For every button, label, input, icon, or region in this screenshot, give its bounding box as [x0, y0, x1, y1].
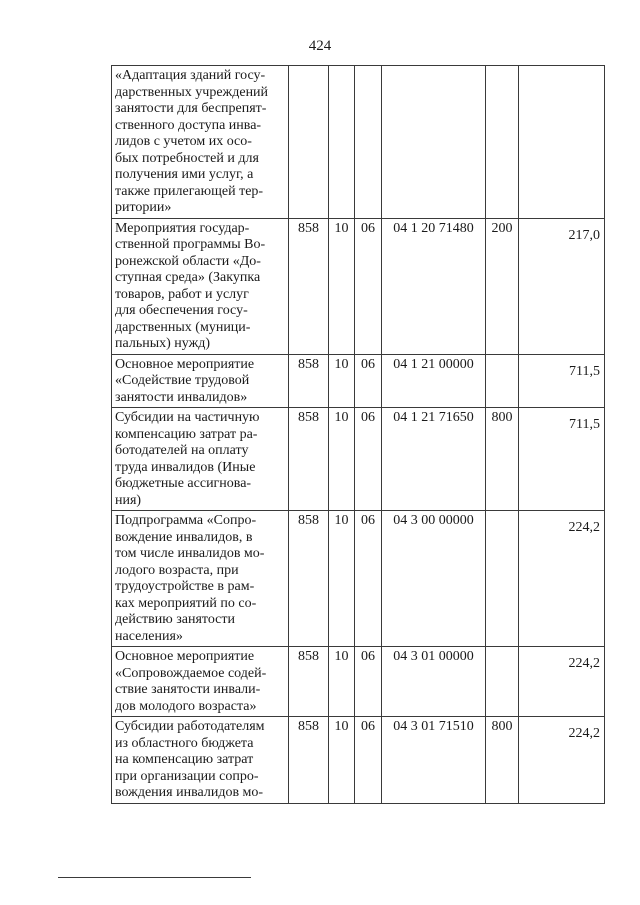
- budget-table: [111, 65, 605, 804]
- section-code-cell: 10: [329, 218, 355, 354]
- item-name-line: Основное мероприятие: [115, 356, 255, 372]
- expense-type-cell: [486, 647, 519, 717]
- item-name-line: бых потребностей и для: [115, 150, 259, 166]
- section-code-cell: 10: [329, 511, 355, 647]
- item-name-line: «Сопровождаемое содей-: [115, 665, 267, 681]
- item-name-line: труда инвалидов (Иные: [115, 459, 256, 475]
- ministry-code-cell: 858: [289, 717, 329, 804]
- item-name-line: ритории»: [115, 200, 172, 215]
- item-name-line: ронежской области «До-: [115, 253, 261, 269]
- subsection-code-cell: 06: [355, 717, 382, 804]
- subsection-code-cell: [355, 66, 382, 219]
- amount-cell: 217,0: [519, 218, 605, 354]
- footnote-rule: [58, 877, 251, 878]
- item-name-line: Мероприятия государ-: [115, 220, 250, 236]
- item-name-line: ствие занятости инвали-: [115, 682, 261, 697]
- item-name-line: товаров, работ и услуг: [115, 286, 249, 302]
- ministry-code-cell: 858: [289, 647, 329, 717]
- item-name-line: при организации сопро-: [115, 768, 259, 784]
- item-name-line: ках мероприятий по со-: [115, 595, 257, 611]
- expense-type-cell: [486, 66, 519, 219]
- ministry-code-cell: [289, 66, 329, 219]
- item-name-line: также прилегающей тер-: [115, 183, 264, 199]
- item-name-line: для обеспечения госу-: [115, 303, 248, 318]
- item-name-line: населения»: [115, 628, 183, 644]
- expense-type-cell: 200: [486, 218, 519, 354]
- item-name-cell: [112, 218, 289, 354]
- expense-type-cell: 800: [486, 408, 519, 511]
- item-name-line: том числе инвалидов мо-: [115, 546, 265, 561]
- item-name-line: лидов с учетом их осо-: [115, 134, 252, 149]
- ministry-code-cell: 858: [289, 354, 329, 408]
- item-name-line: действию занятости: [115, 612, 236, 627]
- item-name-line: Подпрограмма «Сопро-: [115, 513, 257, 528]
- table-row: [112, 66, 605, 219]
- section-code-cell: 10: [329, 408, 355, 511]
- subsection-code-cell: 06: [355, 647, 382, 717]
- item-name-cell: [112, 647, 289, 717]
- amount-cell: 224,2: [519, 717, 605, 804]
- amount-cell: 224,2: [519, 647, 605, 717]
- subsection-code-cell: 06: [355, 354, 382, 408]
- item-name-line: дов молодого возраста»: [115, 698, 257, 714]
- item-name-line: дарственных (муници-: [115, 319, 251, 335]
- subsection-code-cell: 06: [355, 511, 382, 647]
- target-article-cell: 04 3 01 00000: [382, 647, 486, 717]
- item-name-line: занятости для беспрепят-: [115, 101, 267, 116]
- item-name-cell: [112, 717, 289, 804]
- item-name-line: ственного доступа инва-: [115, 117, 262, 133]
- target-article-cell: [382, 66, 486, 219]
- ministry-code-cell: 858: [289, 408, 329, 511]
- amount-cell: [519, 66, 605, 219]
- item-name-line: компенсацию затрат ра-: [115, 426, 258, 442]
- amount-cell: 224,2: [519, 511, 605, 647]
- item-name-line: Основное мероприятие: [115, 649, 255, 664]
- item-name-line: дарственных учреждений: [115, 84, 269, 100]
- expense-type-cell: [486, 511, 519, 647]
- item-name-line: вождения инвалидов мо-: [115, 785, 264, 800]
- item-name-line: «Адаптация зданий госу-: [115, 68, 266, 83]
- target-article-cell: 04 1 20 71480: [382, 218, 486, 354]
- table-row: [112, 218, 605, 354]
- item-name-line: трудоустройстве в рам-: [115, 579, 255, 594]
- table-body: [112, 66, 605, 804]
- page-number: 424: [308, 38, 332, 54]
- section-code-cell: 10: [329, 647, 355, 717]
- item-name-line: «Содействие трудовой: [115, 373, 250, 388]
- item-name-line: на компенсацию затрат: [115, 752, 254, 767]
- item-name-line: Субсидии на частичную: [115, 410, 260, 425]
- target-article-cell: 04 1 21 71650: [382, 408, 486, 511]
- target-article-cell: 04 1 21 00000: [382, 354, 486, 408]
- section-code-cell: 10: [329, 717, 355, 804]
- target-article-cell: 04 3 01 71510: [382, 717, 486, 804]
- item-name-line: ступная среда» (Закупка: [115, 270, 261, 285]
- item-name-cell: [112, 511, 289, 647]
- item-name-line: получения ими услуг, а: [115, 167, 254, 182]
- item-name-line: ния): [115, 492, 142, 508]
- ministry-code-cell: 858: [289, 511, 329, 647]
- item-name-cell: [112, 408, 289, 511]
- item-name-line: пальных) нужд): [115, 336, 211, 351]
- table-row: [112, 647, 605, 717]
- item-name-line: ботодателей на оплату: [115, 443, 249, 458]
- item-name-line: занятости инвалидов»: [115, 389, 248, 405]
- ministry-code-cell: 858: [289, 218, 329, 354]
- item-name-line: Субсидии работодателям: [115, 719, 265, 734]
- amount-cell: 711,5: [519, 354, 605, 408]
- item-name-line: из областного бюджета: [115, 735, 254, 751]
- section-code-cell: 10: [329, 354, 355, 408]
- table-row: [112, 408, 605, 511]
- table-row: [112, 717, 605, 804]
- item-name-line: бюджетные ассигнова-: [115, 476, 252, 491]
- item-name-cell: [112, 354, 289, 408]
- item-name-cell: [112, 66, 289, 219]
- amount-cell: 711,5: [519, 408, 605, 511]
- expense-type-cell: [486, 354, 519, 408]
- item-name-line: ственной программы Во-: [115, 237, 266, 252]
- item-name-line: вождение инвалидов, в: [115, 529, 253, 545]
- target-article-cell: 04 3 00 00000: [382, 511, 486, 647]
- item-name-line: лодого возраста, при: [115, 562, 239, 578]
- table-row: [112, 354, 605, 408]
- section-code-cell: [329, 66, 355, 219]
- subsection-code-cell: 06: [355, 408, 382, 511]
- table-row: [112, 511, 605, 647]
- subsection-code-cell: 06: [355, 218, 382, 354]
- expense-type-cell: 800: [486, 717, 519, 804]
